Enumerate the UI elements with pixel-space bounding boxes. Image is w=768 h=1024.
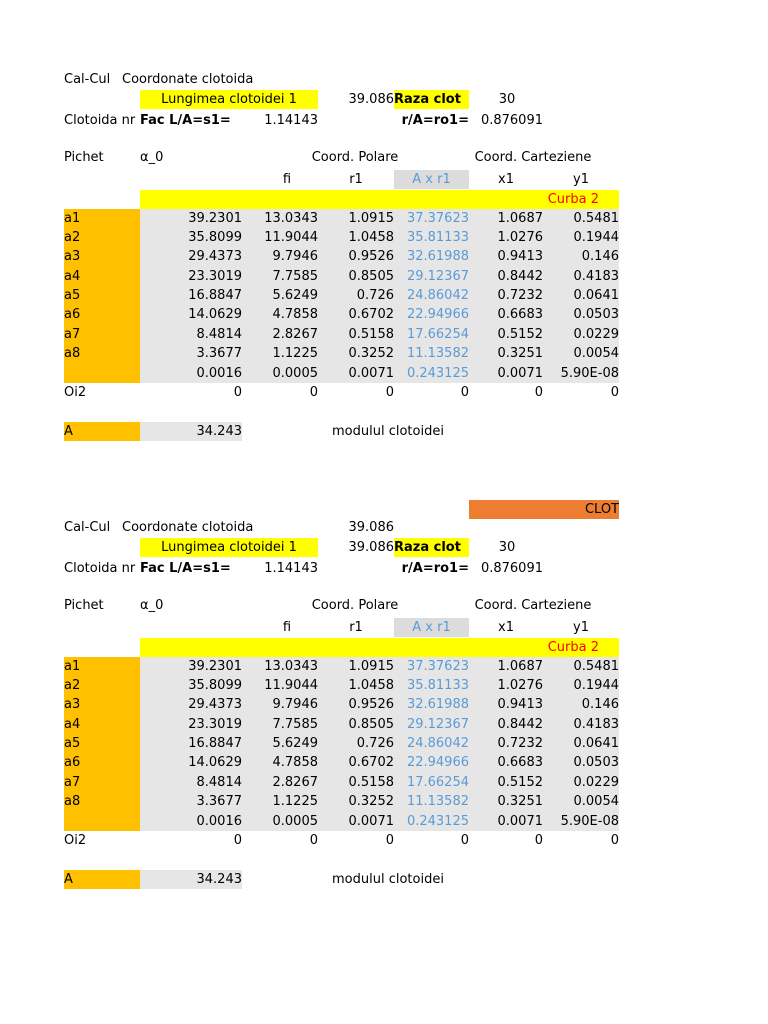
raza-label: Raza clot xyxy=(394,538,469,557)
x1-cell: 1.0276 xyxy=(497,230,543,245)
r1-cell: 0.6702 xyxy=(348,307,394,322)
alpha-cell: 16.8847 xyxy=(188,736,242,751)
axr1-cell: 24.86042 xyxy=(406,288,469,303)
alpha-cell: 8.4814 xyxy=(196,775,242,790)
x1-cell: 1.0276 xyxy=(497,678,543,693)
x1-cell: 0.0071 xyxy=(497,366,543,381)
pichet-cell: a3 xyxy=(64,697,81,712)
axr1-cell: 29.12367 xyxy=(406,717,469,732)
col-header-axr1: A x r1 xyxy=(394,170,469,189)
r1-cell: 0.3252 xyxy=(348,346,394,361)
oi2-fi: 0 xyxy=(309,833,318,848)
alpha-cell: 23.3019 xyxy=(188,269,242,284)
ro-value: 0.876091 xyxy=(480,561,543,576)
pichet-cell: a4 xyxy=(64,269,81,284)
y1-cell: 0.0229 xyxy=(573,327,619,342)
y1-cell: 0.0054 xyxy=(573,346,619,361)
r1-cell: 1.0458 xyxy=(348,230,394,245)
fi-cell: 11.9044 xyxy=(264,678,318,693)
fi-cell: 0.0005 xyxy=(272,366,318,381)
y1-cell: 0.5481 xyxy=(573,211,619,226)
x1-cell: 0.6683 xyxy=(497,307,543,322)
col-header-pichet: Pichet xyxy=(64,598,104,613)
alpha-cell: 3.3677 xyxy=(196,794,242,809)
pichet-cell: a1 xyxy=(64,211,81,226)
y1-cell: 0.4183 xyxy=(573,269,619,284)
fi-cell: 13.0343 xyxy=(264,659,318,674)
raza-label: Raza clot xyxy=(394,90,469,109)
r1-cell: 0.726 xyxy=(356,736,394,751)
x1-cell: 1.0687 xyxy=(497,659,543,674)
col-header-y1: y1 xyxy=(573,620,589,635)
axr1-cell: 29.12367 xyxy=(406,269,469,284)
col-header-fi: fi xyxy=(282,620,292,635)
fi-cell: 4.7858 xyxy=(272,755,318,770)
pichet-cell: a8 xyxy=(64,794,81,809)
col-header-axr1: A x r1 xyxy=(394,618,469,637)
clotoid-block-1 xyxy=(0,0,768,460)
fi-cell: 2.8267 xyxy=(272,327,318,342)
raza-value: 30 xyxy=(498,92,516,107)
y1-cell: 0.146 xyxy=(581,697,619,712)
block-title: Coordonate clotoida xyxy=(122,520,254,535)
ro-value: 0.876091 xyxy=(480,113,543,128)
curba-label: Curba 2 xyxy=(547,192,599,207)
x1-cell: 0.3251 xyxy=(497,794,543,809)
y1-cell: 0.0503 xyxy=(573,755,619,770)
x1-cell: 0.6683 xyxy=(497,755,543,770)
oi2-label: Oi2 xyxy=(64,385,87,400)
ro-label: r/A=ro1= xyxy=(401,561,469,576)
y1-cell: 0.1944 xyxy=(573,678,619,693)
clot-banner: CLOT xyxy=(469,500,619,519)
fi-cell: 1.1225 xyxy=(272,346,318,361)
oi2-fi: 0 xyxy=(309,385,318,400)
x1-cell: 0.5152 xyxy=(497,775,543,790)
alpha-cell: 29.4373 xyxy=(188,697,242,712)
pichet-cell: a4 xyxy=(64,717,81,732)
clotoid-block-2 xyxy=(0,448,768,908)
oi2-axr1: 0 xyxy=(460,833,469,848)
fac-value: 1.14143 xyxy=(264,561,318,576)
col-header-y1: y1 xyxy=(573,172,589,187)
oi2-axr1: 0 xyxy=(460,385,469,400)
r1-cell: 1.0915 xyxy=(348,211,394,226)
fi-cell: 2.8267 xyxy=(272,775,318,790)
y1-cell: 0.146 xyxy=(581,249,619,264)
fi-cell: 9.7946 xyxy=(272,697,318,712)
alpha-cell: 35.8099 xyxy=(188,678,242,693)
fac-value: 1.14143 xyxy=(264,113,318,128)
fi-cell: 9.7946 xyxy=(272,249,318,264)
y1-cell: 0.0503 xyxy=(573,307,619,322)
oi2-y1: 0 xyxy=(610,833,619,848)
y1-cell: 5.90E-08 xyxy=(560,814,619,829)
x1-cell: 0.3251 xyxy=(497,346,543,361)
alpha-cell: 23.3019 xyxy=(188,717,242,732)
clotoida-nr-label: Clotoida nr xyxy=(64,113,136,128)
fac-label: Fac L/A=s1= xyxy=(140,561,231,576)
x1-cell: 1.0687 xyxy=(497,211,543,226)
fi-cell: 5.6249 xyxy=(272,288,318,303)
pichet-cell: a5 xyxy=(64,736,81,751)
r1-cell: 0.8505 xyxy=(348,269,394,284)
x1-cell: 0.8442 xyxy=(497,269,543,284)
title-extra-value: 39.086 xyxy=(348,520,394,535)
y1-cell: 0.0229 xyxy=(573,775,619,790)
axr1-cell: 37.37623 xyxy=(406,659,469,674)
col-header-fi: fi xyxy=(282,172,292,187)
length-value: 39.086 xyxy=(348,92,394,107)
fi-cell: 1.1225 xyxy=(272,794,318,809)
axr1-cell: 22.94966 xyxy=(406,307,469,322)
r1-cell: 0.5158 xyxy=(348,775,394,790)
pichet-cell: a2 xyxy=(64,230,81,245)
col-header-carteziene: Coord. Carteziene xyxy=(474,598,592,613)
fi-cell: 13.0343 xyxy=(264,211,318,226)
title-prefix: Cal-Cul xyxy=(64,72,111,87)
col-header-r1: r1 xyxy=(349,172,363,187)
alpha-cell: 39.2301 xyxy=(188,211,242,226)
col-header-alpha: α_0 xyxy=(140,598,164,613)
length-label: Lungimea clotoidei 1 xyxy=(140,538,318,557)
y1-cell: 0.5481 xyxy=(573,659,619,674)
r1-cell: 0.726 xyxy=(356,288,394,303)
pichet-cell: a8 xyxy=(64,346,81,361)
oi2-y1: 0 xyxy=(610,385,619,400)
ro-label: r/A=ro1= xyxy=(401,113,469,128)
oi2-r1: 0 xyxy=(385,385,394,400)
pichet-cell: a6 xyxy=(64,307,81,322)
axr1-cell: 35.81133 xyxy=(406,230,469,245)
axr1-cell: 17.66254 xyxy=(406,775,469,790)
alpha-cell: 8.4814 xyxy=(196,327,242,342)
col-header-x1: x1 xyxy=(498,172,514,187)
alpha-cell: 29.4373 xyxy=(188,249,242,264)
x1-cell: 0.7232 xyxy=(497,736,543,751)
r1-cell: 0.6702 xyxy=(348,755,394,770)
y1-cell: 0.0054 xyxy=(573,794,619,809)
axr1-cell: 32.61988 xyxy=(406,697,469,712)
alpha-cell: 0.0016 xyxy=(196,366,242,381)
title-prefix: Cal-Cul xyxy=(64,520,111,535)
pichet-cell: a1 xyxy=(64,659,81,674)
fi-cell: 4.7858 xyxy=(272,307,318,322)
axr1-cell: 0.243125 xyxy=(406,366,469,381)
axr1-cell: 37.37623 xyxy=(406,211,469,226)
x1-cell: 0.7232 xyxy=(497,288,543,303)
fi-cell: 5.6249 xyxy=(272,736,318,751)
curba-label: Curba 2 xyxy=(547,640,599,655)
col-header-x1: x1 xyxy=(498,620,514,635)
pichet-cell xyxy=(64,364,140,383)
axr1-cell: 22.94966 xyxy=(406,755,469,770)
x1-cell: 0.9413 xyxy=(497,697,543,712)
r1-cell: 0.9526 xyxy=(348,249,394,264)
alpha-cell: 16.8847 xyxy=(188,288,242,303)
a-value: 34.243 xyxy=(140,422,242,441)
r1-cell: 0.0071 xyxy=(348,366,394,381)
y1-cell: 0.0641 xyxy=(573,736,619,751)
fi-cell: 7.7585 xyxy=(272,269,318,284)
a-label: A xyxy=(64,422,140,441)
x1-cell: 0.0071 xyxy=(497,814,543,829)
col-header-pichet: Pichet xyxy=(64,150,104,165)
r1-cell: 1.0915 xyxy=(348,659,394,674)
length-label: Lungimea clotoidei 1 xyxy=(140,90,318,109)
r1-cell: 0.0071 xyxy=(348,814,394,829)
r1-cell: 0.8505 xyxy=(348,717,394,732)
axr1-cell: 35.81133 xyxy=(406,678,469,693)
r1-cell: 0.5158 xyxy=(348,327,394,342)
a-label: A xyxy=(64,870,140,889)
col-header-polare: Coord. Polare xyxy=(311,150,399,165)
axr1-cell: 11.13582 xyxy=(406,794,469,809)
oi2-x1: 0 xyxy=(534,385,543,400)
y1-cell: 5.90E-08 xyxy=(560,366,619,381)
r1-cell: 0.3252 xyxy=(348,794,394,809)
alpha-cell: 0.0016 xyxy=(196,814,242,829)
alpha-cell: 39.2301 xyxy=(188,659,242,674)
clotoida-nr-label: Clotoida nr xyxy=(64,561,136,576)
fi-cell: 7.7585 xyxy=(272,717,318,732)
raza-value: 30 xyxy=(498,540,516,555)
r1-cell: 0.9526 xyxy=(348,697,394,712)
axr1-cell: 24.86042 xyxy=(406,736,469,751)
col-header-r1: r1 xyxy=(349,620,363,635)
axr1-cell: 32.61988 xyxy=(406,249,469,264)
alpha-cell: 35.8099 xyxy=(188,230,242,245)
oi2-label: Oi2 xyxy=(64,833,87,848)
pichet-cell xyxy=(64,812,140,831)
alpha-cell: 14.0629 xyxy=(188,307,242,322)
oi2-alpha: 0 xyxy=(233,385,242,400)
x1-cell: 0.5152 xyxy=(497,327,543,342)
y1-cell: 0.1944 xyxy=(573,230,619,245)
fi-cell: 11.9044 xyxy=(264,230,318,245)
oi2-x1: 0 xyxy=(534,833,543,848)
a-value: 34.243 xyxy=(140,870,242,889)
y1-cell: 0.4183 xyxy=(573,717,619,732)
alpha-cell: 14.0629 xyxy=(188,755,242,770)
pichet-cell: a5 xyxy=(64,288,81,303)
pichet-cell: a7 xyxy=(64,775,81,790)
axr1-cell: 11.13582 xyxy=(406,346,469,361)
r1-cell: 1.0458 xyxy=(348,678,394,693)
pichet-cell: a7 xyxy=(64,327,81,342)
col-header-carteziene: Coord. Carteziene xyxy=(474,150,592,165)
modulul-label: modulul clotoidei xyxy=(332,872,444,887)
col-header-alpha: α_0 xyxy=(140,150,164,165)
x1-cell: 0.9413 xyxy=(497,249,543,264)
fi-cell: 0.0005 xyxy=(272,814,318,829)
length-value: 39.086 xyxy=(348,540,394,555)
axr1-cell: 17.66254 xyxy=(406,327,469,342)
block-title: Coordonate clotoida xyxy=(122,72,254,87)
fac-label: Fac L/A=s1= xyxy=(140,113,231,128)
axr1-cell: 0.243125 xyxy=(406,814,469,829)
y1-cell: 0.0641 xyxy=(573,288,619,303)
col-header-polare: Coord. Polare xyxy=(311,598,399,613)
pichet-cell: a6 xyxy=(64,755,81,770)
pichet-cell: a2 xyxy=(64,678,81,693)
pichet-cell: a3 xyxy=(64,249,81,264)
modulul-label: modulul clotoidei xyxy=(332,424,444,439)
oi2-r1: 0 xyxy=(385,833,394,848)
alpha-cell: 3.3677 xyxy=(196,346,242,361)
oi2-alpha: 0 xyxy=(233,833,242,848)
x1-cell: 0.8442 xyxy=(497,717,543,732)
